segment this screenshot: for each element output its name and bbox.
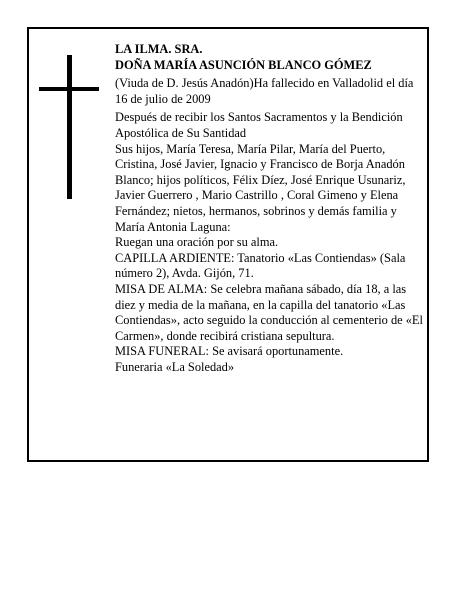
deceased-name: DOÑA MARÍA ASUNCIÓN BLANCO GÓMEZ [115, 57, 372, 72]
family-list: Sus hijos, María Teresa, María Pilar, María del Puerto, Cristina, José Javier, Ignacio y Francisco de Borja Anadón Blanco; hijos políticos, Félix Díez, José Enrique Usunariz, Javier Guerrero , Mario Castrillo , Coral Gimeno y Elena Fernández; nietos, hermanos, sobrinos y demás familia y María Antonia Laguna: [115, 141, 406, 234]
chapel-info: CAPILLA ARDIENTE: Tanatorio «Las Contiendas» (Sala número 2), Avda. Gijón, 71. [115, 250, 406, 281]
widow-line: (Viuda de D. Jesús Anadón)Ha fallecido en Valladolid el día 16 de julio de 2009 [115, 76, 414, 106]
obituary-notice [27, 27, 429, 462]
cross-vertical-bar [67, 55, 72, 199]
sacraments-line: Después de recibir los Santos Sacramentos y la Bendición Apostólica de Su Santidad [115, 110, 403, 140]
funeral-info: MISA FUNERAL: Se avisará oportunamente. [115, 344, 344, 359]
notice-title: LA ILMA. SRA. [115, 42, 203, 56]
funeral-home: Funeraria «La Soledad» [115, 359, 235, 374]
cross-horizontal-bar [39, 87, 99, 91]
prayer-line: Ruegan una oración por su alma. [115, 235, 279, 250]
mass-info: MISA DE ALMA: Se celebra mañana sábado, día 18, a las diez y media de la mañana, en la capilla del tanatorio «Las Contiendas», acto seguido la conducción al cementerio de «El Carmen», donde recibirá cristiana sepultura. [115, 281, 423, 343]
notice-text [115, 42, 423, 375]
